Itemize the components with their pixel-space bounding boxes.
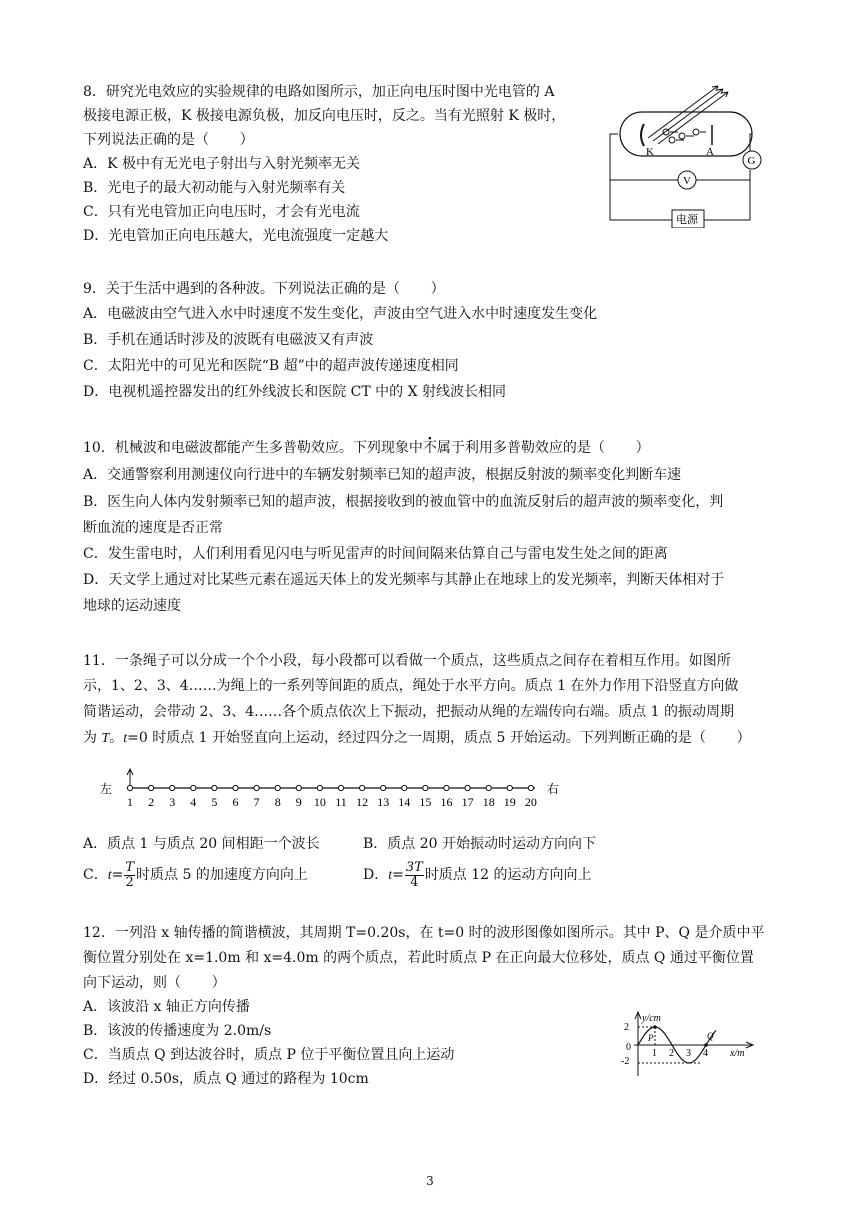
rope-point-10 — [317, 785, 322, 790]
q9-option-b: B．手机在通话时涉及的波既有电磁波又有声波 — [83, 332, 374, 348]
q12-option-d: D．经过 0.50s，质点 Q 通过的路程为 10cm — [83, 1071, 369, 1087]
rope-point-16 — [444, 785, 449, 790]
q11-option-b: B．质点 20 开始振动时运动方向向下 — [363, 836, 597, 852]
rope-point-label-12: 12 — [356, 795, 369, 809]
x-tick-4: 4 — [703, 1048, 708, 1059]
rope-point-1 — [127, 785, 132, 790]
rope-point-12 — [360, 785, 365, 790]
q10-option-d-cont: 地球的运动速度 — [83, 598, 181, 614]
q9-option-a: A．电磁波由空气进入水中时速度不发生变化，声波由空气进入水中时速度发生变化 — [83, 306, 598, 322]
x-axis-label: x/m — [730, 1048, 745, 1059]
q10-option-b-cont: 断血流的速度是否正常 — [83, 520, 223, 536]
rope-point-label-20: 20 — [524, 795, 537, 809]
fraction-3t-over-4: $\frac{3T}{4}$ — [405, 859, 423, 890]
rope-point-label-18: 18 — [482, 795, 495, 809]
q12-option-c: C．当质点 Q 到达波谷时，质点 P 位于平衡位置且向上运动 — [83, 1047, 455, 1063]
q10-stem: 10．机械波和电磁波都能产生多普勒效应。下列现象中不属于利用多普勒效应的是（ ） — [83, 440, 650, 456]
rope-point-19 — [507, 785, 512, 790]
q10-option-a: A．交通警察利用测速仪向行进中的车辆发射频率已知的超声波，根据反射波的频率变化判断车速 — [83, 467, 682, 483]
q8-option-a: A．K 极中有无光电子射出与入射光频率无关 — [83, 156, 361, 172]
q11-stem-line-4: 为 T。t=0 时质点 1 开始竖直向上运动，经过四分之一周期，质点 5 开始运动。下列判断正确的是（ ） — [83, 730, 751, 746]
rope-point-label-13: 13 — [377, 795, 390, 809]
rope-point-label-3: 3 — [169, 795, 176, 809]
rope-point-2 — [149, 785, 154, 790]
q11-stem-line-2: 示，1、2、3、4……为绳上的一系列等间距的质点，绳处于水平方向。质点 1 在外力作用下沿竖直方向做 — [83, 678, 739, 694]
q9-option-d: D．电视机遥控器发出的红外线波长和医院 CT 中的 X 射线波长相同 — [83, 384, 507, 400]
rope-point-4 — [191, 785, 196, 790]
emphasis-not: 不 — [422, 440, 437, 456]
page-number: 3 — [426, 1174, 434, 1188]
rope-point-label-16: 16 — [440, 795, 453, 809]
rope-point-8 — [275, 785, 280, 790]
point-p — [653, 1025, 657, 1029]
q8-stem-line-1: 8．研究光电效应的实验规律的电路如图所示，加正向电压时图中光电管的 A — [83, 84, 555, 100]
rope-point-label-14: 14 — [398, 795, 411, 809]
q11-rope-figure — [95, 766, 575, 810]
label-v: V — [683, 175, 691, 187]
origin-label: 0 — [626, 1042, 631, 1053]
rope-point-11 — [338, 785, 343, 790]
rope-point-18 — [486, 785, 491, 790]
x-tick-3: 3 — [686, 1048, 691, 1059]
rope-point-label-8: 8 — [274, 795, 281, 809]
q9-option-c: C．太阳光中的可见光和医院“B 超”中的超声波传递速度相同 — [83, 358, 459, 374]
label-g: G — [747, 155, 756, 167]
rope-point-label-1: 1 — [127, 795, 133, 809]
label-a: A — [706, 146, 714, 158]
q11-stem-line-1: 11．一条绳子可以分成一个个小段，每小段都可以看做一个质点，这些质点之间存在着相互作用。如图所 — [83, 653, 731, 669]
q12-option-b: B．该波的传播速度为 2.0m/s — [83, 1023, 272, 1039]
q8-stem-line-3: 下列说法正确的是（ ） — [83, 132, 254, 148]
y-tick-top: 2 — [624, 1022, 629, 1033]
label-left: 左 — [100, 782, 113, 796]
rope-point-label-9: 9 — [295, 795, 302, 809]
rope-point-14 — [402, 785, 407, 790]
q10-option-d: D．天文学上通过对比某些元素在遥远天体上的发光频率与其静止在地球上的发光频率，判断天体相对于 — [83, 572, 725, 588]
rope-point-label-5: 5 — [211, 795, 218, 809]
rope-point-20 — [528, 785, 533, 790]
phototube-outline — [620, 112, 752, 156]
q11-option-a: A．质点 1 与质点 20 间相距一个波长 — [83, 836, 320, 852]
rope-point-label-4: 4 — [190, 795, 197, 809]
q12-stem-line-3: 向下运动，则（ ） — [83, 975, 226, 991]
rope-point-6 — [233, 785, 238, 790]
label-p: P — [648, 1033, 654, 1043]
label-q: Q — [707, 1031, 714, 1041]
rope-point-label-17: 17 — [461, 795, 474, 809]
rope-point-5 — [212, 785, 217, 790]
rope-point-label-19: 19 — [503, 795, 516, 809]
q11-option-c: C．t= $\frac{T}{2}$ 时质点 5 的加速度方向向上 — [83, 859, 308, 890]
rope-point-13 — [381, 785, 386, 790]
rope-point-label-11: 11 — [335, 795, 347, 809]
rope-point-label-7: 7 — [253, 795, 260, 809]
label-right: 右 — [547, 782, 560, 796]
y-axis-label: y/cm — [642, 1013, 661, 1024]
q11-stem-line-3: 简谐运动，会带动 2、3、4……各个质点依次上下振动，把振动从绳的左端传向右端。质点 1 的振动周期 — [83, 704, 734, 720]
q8-stem-line-2: 极接电源正极，K 极接电源负极，加反向电压时，反之。当有光照射 K 极时， — [83, 108, 566, 124]
x-tick-1: 1 — [652, 1048, 657, 1059]
rope-point-7 — [254, 785, 259, 790]
label-k: K — [646, 146, 654, 158]
rope-point-17 — [465, 785, 470, 790]
fraction-t-over-2: $\frac{T}{2}$ — [125, 859, 135, 890]
x-tick-2: 2 — [669, 1048, 674, 1059]
q8-option-d: D．光电管加正向电压越大，光电流强度一定越大 — [83, 228, 389, 244]
q9-stem: 9．关于生活中遇到的各种波。下列说法正确的是（ ） — [83, 281, 445, 297]
q8-option-b: B．光电子的最大初动能与入射光频率有关 — [83, 180, 346, 196]
q10-option-b: B．医生向人体内发射频率已知的超声波，根据接收到的被血管中的血流反射后的超声波的频率变化，判 — [83, 494, 724, 510]
rope-point-15 — [423, 785, 428, 790]
q12-stem-line-1: 12．一列沿 x 轴传播的简谐横波，其周期 T=0.20s，在 t=0 时的波形图像如图所示。其中 P、Q 是介质中平 — [83, 925, 765, 941]
q8-option-c: C．只有光电管加正向电压时，才会有光电流 — [83, 204, 360, 220]
rope-point-label-15: 15 — [419, 795, 432, 809]
rope-point-label-10: 10 — [313, 795, 326, 809]
q12-option-a: A．该波沿 x 轴正方向传播 — [83, 999, 250, 1015]
q12-stem-line-2: 衡位置分别处在 x=1.0m 和 x=4.0m 的两个质点，若此时质点 P 在正向最大位移处，质点 Q 通过平衡位置 — [83, 950, 754, 966]
q8-circuit-figure — [600, 80, 775, 228]
point-q — [704, 1043, 708, 1047]
rope-point-3 — [170, 785, 175, 790]
label-power: 电源 — [676, 214, 698, 226]
rope-point-label-6: 6 — [232, 795, 239, 809]
q12-wave-figure — [612, 1008, 762, 1080]
cathode — [641, 124, 644, 146]
q10-option-c: C．发生雷电时，人们利用看见闪电与听见雷声的时间间隔来估算自己与雷电发生处之间的距离 — [83, 546, 668, 562]
rope-point-label-2: 2 — [148, 795, 155, 809]
y-tick-bottom: -2 — [621, 1056, 630, 1067]
q11-option-d: D．t= $\frac{3T}{4}$ 时质点 12 的运动方向向上 — [363, 859, 592, 890]
rope-point-9 — [296, 785, 301, 790]
